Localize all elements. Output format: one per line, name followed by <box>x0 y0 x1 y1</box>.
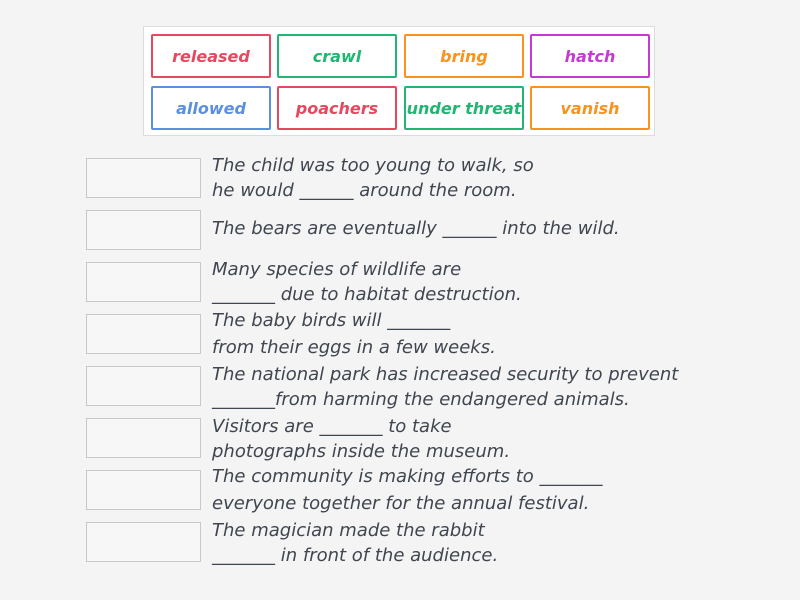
sentence-8 <box>212 518 772 568</box>
sentence-line: _______ due to habitat destruction. <box>212 284 522 305</box>
word-tile-crawl[interactable]: crawl <box>277 34 397 78</box>
word-tile-released[interactable]: released <box>151 34 271 78</box>
sentence-line: The national park has increased security to prevent <box>212 364 679 385</box>
sentence-2 <box>212 216 772 241</box>
answer-slot-8[interactable] <box>86 522 201 562</box>
sentence-6 <box>212 414 772 464</box>
sentence-line: everyone together for the annual festival. <box>212 493 590 514</box>
sentence-line: The community is making efforts to _______ <box>212 466 603 487</box>
sentence-4 <box>212 308 772 360</box>
sentence-line: he would ______ around the room. <box>212 180 517 201</box>
sentence-5 <box>212 362 772 412</box>
word-tile-bring[interactable]: bring <box>404 34 524 78</box>
answer-slot-3[interactable] <box>86 262 201 302</box>
word-tile-vanish[interactable]: vanish <box>530 86 650 130</box>
answer-slot-4[interactable] <box>86 314 201 354</box>
sentence-line: photographs inside the museum. <box>212 441 511 462</box>
word-tile-hatch[interactable]: hatch <box>530 34 650 78</box>
answer-slot-1[interactable] <box>86 158 201 198</box>
answer-slot-7[interactable] <box>86 470 201 510</box>
sentence-1 <box>212 153 772 203</box>
word-bank <box>143 26 655 136</box>
sentence-line: The magician made the rabbit <box>212 520 485 541</box>
sentence-line: The baby birds will _______ <box>212 310 451 331</box>
answer-slot-2[interactable] <box>86 210 201 250</box>
sentence-line: Many species of wildlife are <box>212 259 462 280</box>
sentence-line: Visitors are _______ to take <box>212 416 452 437</box>
word-tile-under-threat[interactable]: under threat <box>404 86 524 130</box>
answer-slot-5[interactable] <box>86 366 201 406</box>
sentence-line: from their eggs in a few weeks. <box>212 337 496 358</box>
answer-slot-6[interactable] <box>86 418 201 458</box>
sentence-3 <box>212 257 772 307</box>
sentence-line: _______from harming the endangered animals. <box>212 389 630 410</box>
word-tile-allowed[interactable]: allowed <box>151 86 271 130</box>
sentence-line: The bears are eventually ______ into the wild. <box>212 218 620 239</box>
word-tile-poachers[interactable]: poachers <box>277 86 397 130</box>
sentence-line: _______ in front of the audience. <box>212 545 499 566</box>
sentence-7 <box>212 464 772 516</box>
sentence-line: The child was too young to walk, so <box>212 155 534 176</box>
